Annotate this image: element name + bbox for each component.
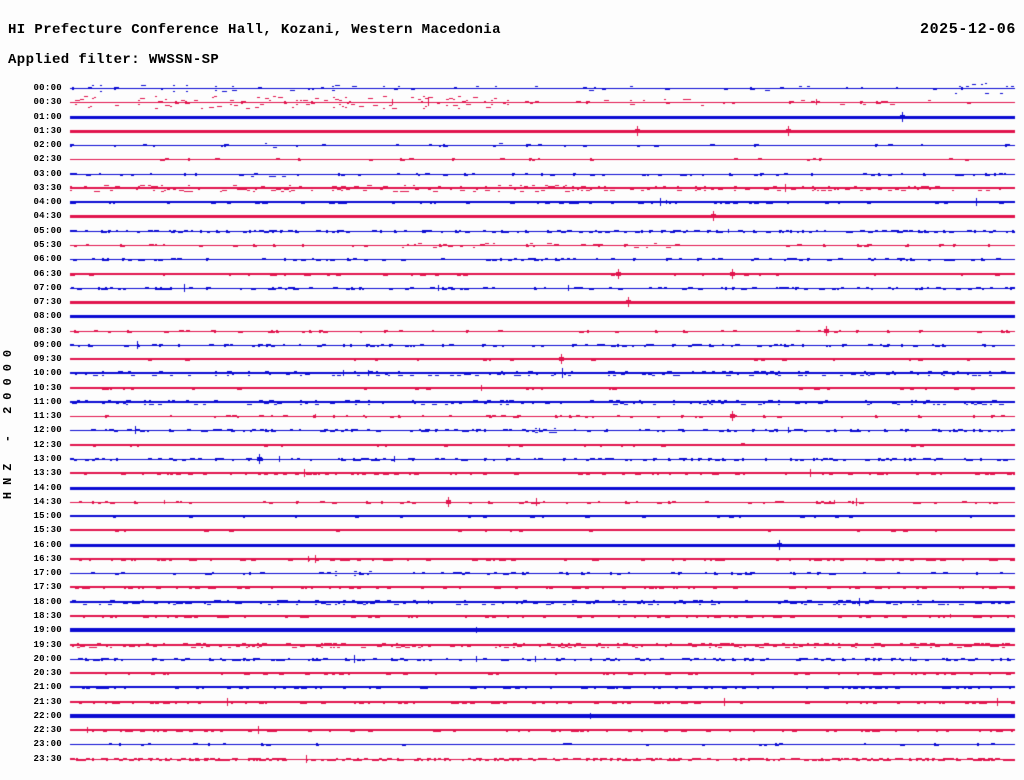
time-label: 14:30 [33, 497, 62, 507]
time-label: 23:00 [33, 739, 62, 749]
time-label: 19:30 [33, 640, 62, 650]
time-label: 13:30 [33, 468, 62, 478]
time-label: 00:00 [33, 83, 62, 93]
time-label: 04:00 [33, 197, 62, 207]
time-label: 15:00 [33, 511, 62, 521]
time-label: 10:30 [33, 383, 62, 393]
time-label: 02:30 [33, 154, 62, 164]
time-label: 05:30 [33, 240, 62, 250]
time-label: 02:00 [33, 140, 62, 150]
time-label: 17:30 [33, 582, 62, 592]
time-label: 01:00 [33, 112, 62, 122]
time-label: 05:00 [33, 226, 62, 236]
time-label: 20:30 [33, 668, 62, 678]
time-label: 06:00 [33, 254, 62, 264]
time-label: 17:00 [33, 568, 62, 578]
time-label: 12:30 [33, 440, 62, 450]
time-label: 21:00 [33, 682, 62, 692]
time-label: 09:00 [33, 340, 62, 350]
time-label: 09:30 [33, 354, 62, 364]
time-label: 22:00 [33, 711, 62, 721]
time-label: 03:00 [33, 169, 62, 179]
time-label: 11:30 [33, 411, 62, 421]
time-label: 04:30 [33, 211, 62, 221]
time-label: 08:30 [33, 326, 62, 336]
time-label: 23:30 [33, 754, 62, 764]
time-label: 15:30 [33, 525, 62, 535]
time-label: 01:30 [33, 126, 62, 136]
time-label: 12:00 [33, 425, 62, 435]
time-label: 18:00 [33, 597, 62, 607]
time-label: 07:30 [33, 297, 62, 307]
time-label: 14:00 [33, 483, 62, 493]
time-label: 06:30 [33, 269, 62, 279]
time-label: 20:00 [33, 654, 62, 664]
time-label: 18:30 [33, 611, 62, 621]
time-label: 03:30 [33, 183, 62, 193]
time-label: 11:00 [33, 397, 62, 407]
time-label: 19:00 [33, 625, 62, 635]
time-label: 16:30 [33, 554, 62, 564]
time-label: 21:30 [33, 697, 62, 707]
time-label: 22:30 [33, 725, 62, 735]
time-label: 13:00 [33, 454, 62, 464]
time-label: 10:00 [33, 368, 62, 378]
time-label: 07:00 [33, 283, 62, 293]
time-label: 08:00 [33, 311, 62, 321]
time-label: 16:00 [33, 540, 62, 550]
time-label: 00:30 [33, 97, 62, 107]
